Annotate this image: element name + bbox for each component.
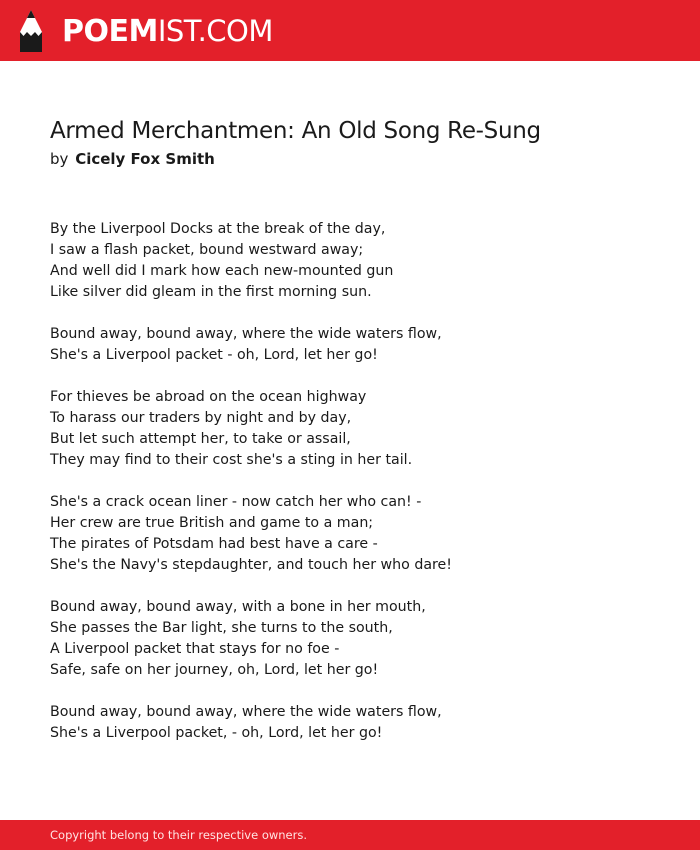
poem-byline [50,148,215,170]
poem-line: For thieves be abroad on the ocean highway [50,389,367,405]
poem-stanza [50,387,670,471]
by-label: by [50,150,69,168]
poem-line: I saw a flash packet, bound westward away; [50,242,364,258]
poem-stanza [50,219,670,303]
poem-line: She passes the Bar light, she turns to the south, [50,620,393,636]
poem-stanza [50,492,670,576]
poem-line: And well did I mark how each new-mounted gun [50,263,394,279]
poem-body [50,219,670,765]
poem-line: She's a Liverpool packet, - oh, Lord, let her go! [50,725,383,741]
poem-line: She's a crack ocean liner - now catch her who can! - [50,494,422,510]
site-footer [0,820,700,850]
logo-brand-bold: POEM [62,14,158,49]
pencil-tip-icon[interactable] [18,10,44,52]
poem-line: Safe, safe on her journey, oh, Lord, let her go! [50,662,379,678]
poem-author: Cicely Fox Smith [75,150,215,168]
poem-stanza [50,597,670,681]
poem-line: The pirates of Potsdam had best have a care - [50,536,378,552]
poem-line: Bound away, bound away, where the wide waters flow, [50,704,442,720]
poem-line: She's a Liverpool packet - oh, Lord, let her go! [50,347,378,363]
poem-line: A Liverpool packet that stays for no foe - [50,641,340,657]
site-logo[interactable] [62,11,273,51]
poem-line: She's the Navy's stepdaughter, and touch her who dare! [50,557,452,573]
poem-line: Her crew are true British and game to a man; [50,515,374,531]
poem-title: Armed Merchantmen: An Old Song Re-Sung [50,118,541,144]
poem-line: Like silver did gleam in the first morning sun. [50,284,372,300]
poem-stanza [50,702,670,744]
copyright-notice: Copyright belong to their respective owners. [50,828,308,842]
poem-line: To harass our traders by night and by day, [50,410,352,426]
poem-line: By the Liverpool Docks at the break of the day, [50,221,386,237]
poem-line: They may find to their cost she's a sting in her tail. [50,452,413,468]
poem-line: Bound away, bound away, with a bone in her mouth, [50,599,426,615]
site-header [0,0,700,61]
poem-stanza [50,324,670,366]
poem-line: Bound away, bound away, where the wide waters flow, [50,326,442,342]
poem-line: But let such attempt her, to take or assail, [50,431,351,447]
logo-brand-light: IST.COM [157,14,273,48]
